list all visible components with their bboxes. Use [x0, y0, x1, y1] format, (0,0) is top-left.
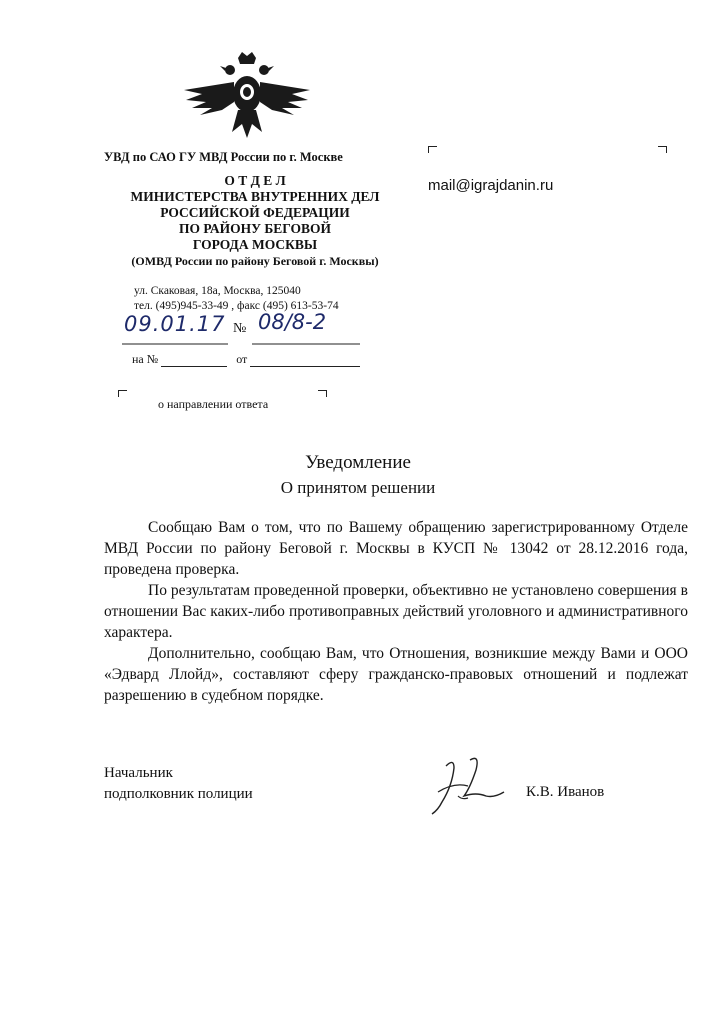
document-title: Уведомление [305, 452, 411, 473]
department-block [80, 173, 430, 269]
body-text [104, 517, 688, 706]
position-title: Начальник [104, 765, 173, 781]
address: ул. Скаковая, 18а, Москва, 125040 [134, 285, 301, 297]
paragraph: Дополнительно, сообщаю Вам, что Отношения, возникшие между Вами и ООО «Эдвард Ллойд», составляют сферу гражданско-правовых отношений и подлежат разрешению в судебном порядке. [104, 645, 688, 704]
paragraph: Сообщаю Вам о том, что по Вашему обращению зарегистрированному Отделе МВД России по району Беговой г. Москвы в КУСП № 13042 от 28.12.2016 года, проведена проверка. [104, 519, 688, 578]
bracket-corner [318, 390, 327, 397]
department-line: О Т Д Е Л [224, 173, 286, 188]
recipient-email: mail@igrajdanin.ru [428, 177, 554, 194]
registration-date: 09.01.17 [124, 312, 226, 336]
signatory-position [104, 763, 253, 805]
position-rank: подполковник полиции [104, 786, 253, 802]
signatory-name: К.В. Иванов [526, 784, 605, 800]
registration-number-label: № [233, 321, 247, 336]
handwritten-signature [424, 752, 520, 818]
agency-name: УВД по САО ГУ МВД России по г. Москве [104, 150, 343, 164]
subject-line: о направлении ответа [158, 397, 269, 411]
reference-number-label: на № [132, 352, 159, 366]
registration-number: 08/8-2 [258, 310, 327, 334]
bracket-corner [428, 146, 437, 153]
reference-date-label: от [236, 352, 248, 366]
department-line: ПО РАЙОНУ БЕГОВОЙ [178, 221, 332, 236]
reference-number-blank [161, 354, 227, 367]
department-line: МИНИСТЕРСТВА ВНУТРЕННИХ ДЕЛ [130, 189, 380, 204]
eagle-emblem-icon [182, 52, 312, 142]
paragraph: По результатам проведенной проверки, объективно не установлено совершения в отношении Вас каких-либо противоправных действий уголовного и административного характера. [104, 582, 688, 641]
reference-date-blank [250, 354, 360, 367]
department-line: РОССИЙСКОЙ ФЕДЕРАЦИИ [160, 205, 350, 220]
bracket-corner [118, 390, 127, 397]
document-subtitle: О принятом решении [280, 478, 436, 497]
phone-fax: тел. (495)945-33-49 , факс (495) 613-53-74 [134, 300, 339, 312]
reference-line [132, 352, 360, 367]
bracket-corner [658, 146, 667, 153]
department-line: ГОРОДА МОСКВЫ [192, 237, 318, 252]
department-short-name: (ОМВД России по району Беговой г. Москвы) [131, 254, 379, 268]
